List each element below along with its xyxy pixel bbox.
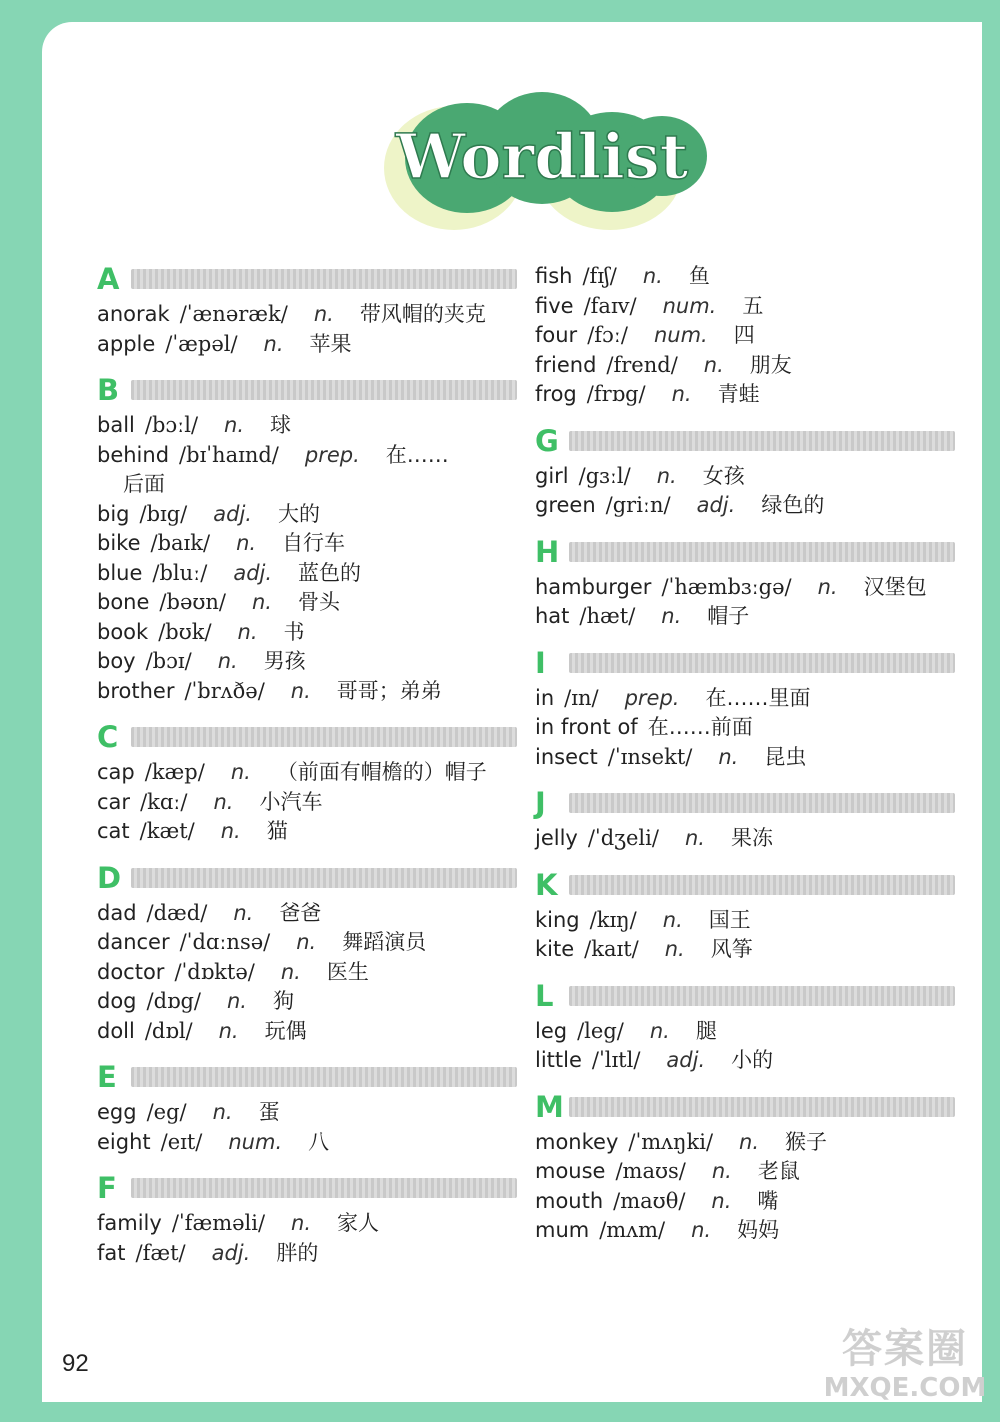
letter-heading <box>97 1060 517 1094</box>
entry-word: book <box>97 619 149 644</box>
section-divider-bar <box>569 1097 955 1117</box>
entry-phonetic: /fɔː/ <box>587 323 628 347</box>
entry-phonetic: /eɪt/ <box>160 1129 203 1154</box>
entry-phonetic: /hæt/ <box>579 604 636 628</box>
entry-word: king <box>535 907 580 932</box>
title-badge-graphic <box>342 60 742 240</box>
letter-heading <box>97 262 517 296</box>
entry-part-of-speech: n. <box>718 744 739 769</box>
word-entry <box>535 713 955 743</box>
entry-translation: 在……前面 <box>647 715 753 739</box>
entry-translation: 小的 <box>731 1048 774 1072</box>
word-entry <box>97 1209 517 1239</box>
entry-phonetic: /bluː/ <box>152 560 208 585</box>
entry-word: dad <box>97 900 137 925</box>
entry-word: big <box>97 501 130 526</box>
entry-word: little <box>535 1048 582 1072</box>
word-entry <box>97 441 517 500</box>
word-entry <box>97 559 517 589</box>
entry-phonetic: /maʊθ/ <box>613 1188 686 1213</box>
entry-part-of-speech: n. <box>233 900 254 925</box>
watermark <box>815 1325 995 1415</box>
entry-phonetic: /kæp/ <box>144 760 205 784</box>
entry-phonetic: /dɒg/ <box>146 989 201 1013</box>
entry-phonetic: /gɜːl/ <box>578 463 631 488</box>
section-divider-bar <box>569 542 955 562</box>
section-divider-bar <box>131 727 517 747</box>
entry-part-of-speech: n. <box>711 1159 732 1183</box>
letter-heading <box>535 535 955 569</box>
word-entry <box>97 647 517 677</box>
entry-phonetic: /faɪv/ <box>583 293 637 318</box>
entry-translation: 嘴 <box>757 1188 779 1213</box>
word-entry <box>535 743 955 773</box>
entry-translation: 青蛙 <box>717 382 760 406</box>
entry-translation: 小汽车 <box>259 789 323 814</box>
entry-part-of-speech: n. <box>227 989 247 1013</box>
entry-part-of-speech: adj. <box>696 493 736 517</box>
entry-word: kite <box>535 937 575 961</box>
word-entry <box>535 573 955 603</box>
entry-word: insect <box>535 744 598 769</box>
entry-translation: 蛋 <box>258 1100 280 1124</box>
word-entry <box>535 380 955 410</box>
word-entry <box>535 935 955 965</box>
entry-phonetic: /frɒg/ <box>586 382 646 406</box>
entry-part-of-speech: num. <box>662 293 717 318</box>
entry-word: bone <box>97 590 150 614</box>
letter-heading <box>535 979 955 1013</box>
entry-part-of-speech: adj. <box>211 1240 251 1265</box>
letter-heading <box>97 1171 517 1205</box>
wordlist-page <box>42 22 982 1402</box>
section-letter: C <box>97 720 119 754</box>
entry-part-of-speech: n. <box>213 789 234 814</box>
entry-translation: 狗 <box>273 989 294 1013</box>
entry-phonetic: /fæt/ <box>135 1240 186 1265</box>
section-letter: H <box>535 534 560 569</box>
entry-translation: 自行车 <box>282 531 346 555</box>
word-entry <box>535 602 955 632</box>
word-entry <box>535 906 955 936</box>
letter-section <box>97 373 517 706</box>
word-entry <box>535 262 955 292</box>
letter-heading <box>97 861 517 895</box>
entry-phonetic: /kɪŋ/ <box>589 907 637 932</box>
entry-part-of-speech: n. <box>237 619 258 644</box>
word-entry <box>97 330 517 360</box>
section-letter: E <box>97 1060 117 1094</box>
entry-word: five <box>535 293 574 318</box>
entry-translation: 昆虫 <box>764 744 807 769</box>
word-entry <box>97 928 517 958</box>
entry-word: frog <box>535 382 577 406</box>
section-letter: L <box>535 978 554 1013</box>
entry-phonetic: /ˈbrʌðə/ <box>184 678 265 703</box>
entry-translation: 爸爸 <box>279 900 322 925</box>
entry-phonetic: /fɪʃ/ <box>582 264 617 288</box>
entry-phonetic: /ˈhæmbɜːgə/ <box>661 574 792 599</box>
word-entry <box>535 824 955 854</box>
entry-word: cap <box>97 760 135 784</box>
entry-translation: 书 <box>283 619 305 644</box>
entry-phonetic: /frend/ <box>606 352 678 377</box>
letter-heading <box>97 373 517 407</box>
entry-part-of-speech: n. <box>290 678 311 703</box>
section-letter: A <box>97 262 120 296</box>
entry-word: in front of <box>535 715 638 739</box>
entry-phonetic: /ˈæpəl/ <box>165 331 238 356</box>
letter-section <box>97 1171 517 1268</box>
entry-translation: 四 <box>733 323 755 347</box>
entry-translation: 绿色的 <box>761 493 825 517</box>
word-entry <box>97 1239 517 1269</box>
letter-section <box>97 720 517 847</box>
entry-part-of-speech: n. <box>296 930 317 954</box>
entry-part-of-speech: adj. <box>233 560 273 585</box>
entry-translation: （前面有帽檐的）帽子 <box>276 760 487 784</box>
watermark-url: MXQE.COM <box>823 1373 987 1403</box>
entry-word: hamburger <box>535 574 652 599</box>
word-entry <box>535 1187 955 1217</box>
entry-part-of-speech: n. <box>291 1211 312 1235</box>
entry-translation: 带风帽的夹克 <box>359 302 486 326</box>
entry-phonetic: /kɑː/ <box>140 789 188 814</box>
section-letter: B <box>97 373 120 407</box>
entry-phonetic: /bɪˈhaɪnd/ <box>179 442 279 467</box>
word-entry <box>97 588 517 618</box>
entry-word: cat <box>97 819 130 843</box>
word-entry <box>97 411 517 441</box>
word-entry <box>535 462 955 492</box>
word-entry <box>535 292 955 322</box>
entry-translation: 哥哥；弟弟 <box>336 678 442 703</box>
entry-part-of-speech: n. <box>313 302 334 326</box>
entry-phonetic: /ˈdɒktə/ <box>174 959 255 984</box>
entry-translation: 女孩 <box>702 463 745 488</box>
section-divider-bar <box>131 380 517 400</box>
letter-section <box>535 979 955 1076</box>
entry-part-of-speech: n. <box>212 1100 233 1124</box>
word-entry <box>97 529 517 559</box>
letter-section <box>97 861 517 1047</box>
watermark-logo: 答案圈 <box>842 1326 968 1372</box>
entry-part-of-speech: n. <box>671 382 692 406</box>
entry-translation: 老鼠 <box>757 1159 800 1183</box>
section-divider-bar <box>131 269 517 289</box>
entry-word: apple <box>97 331 156 356</box>
word-entry <box>97 817 517 847</box>
entry-translation: 腿 <box>695 1018 717 1043</box>
word-entry <box>97 758 517 788</box>
entry-part-of-speech: n. <box>649 1018 670 1043</box>
entry-word: doctor <box>97 959 165 984</box>
letter-section <box>535 786 955 854</box>
letter-section <box>97 262 517 359</box>
entry-translation: 帽子 <box>707 604 750 628</box>
entry-translation: 朋友 <box>749 352 792 377</box>
entry-part-of-speech: n. <box>739 1129 760 1154</box>
entry-part-of-speech: n. <box>711 1188 732 1213</box>
section-divider-bar <box>569 431 955 451</box>
section-letter: M <box>535 1089 564 1124</box>
word-entry <box>535 491 955 521</box>
entry-translation: 国王 <box>708 907 751 932</box>
word-entry <box>97 618 517 648</box>
section-divider-bar <box>131 1178 517 1198</box>
entry-word: behind <box>97 442 170 467</box>
letter-section <box>97 1060 517 1157</box>
entry-part-of-speech: n. <box>217 649 238 673</box>
letter-section <box>535 868 955 965</box>
entry-translation: 骨头 <box>298 590 340 614</box>
entry-phonetic: /dɒl/ <box>144 1018 193 1043</box>
entry-translation: 家人 <box>337 1211 380 1235</box>
entry-word: fat <box>97 1240 126 1265</box>
entry-word: egg <box>97 1100 137 1124</box>
entry-word: four <box>535 323 578 347</box>
entry-translation: 妈妈 <box>737 1218 780 1242</box>
entry-phonetic: /bʊk/ <box>158 619 212 644</box>
entry-part-of-speech: adj. <box>666 1048 706 1072</box>
section-letter: I <box>535 645 546 680</box>
section-letter: D <box>97 860 122 895</box>
entry-translation: 汉堡包 <box>863 574 927 599</box>
letter-heading <box>535 646 955 680</box>
page-title: Wordlist <box>395 120 689 193</box>
entry-word: boy <box>97 649 136 673</box>
letter-section <box>535 646 955 773</box>
entry-part-of-speech: n. <box>252 590 272 614</box>
entry-translation: 果冻 <box>730 826 773 850</box>
entry-part-of-speech: n. <box>656 463 677 488</box>
entry-translation-continued: 后面 <box>123 472 165 496</box>
entry-part-of-speech: n. <box>642 264 663 288</box>
letter-heading <box>535 868 955 902</box>
entry-phonetic: /bɔɪ/ <box>145 649 192 673</box>
entry-part-of-speech: num. <box>228 1129 283 1154</box>
entry-word: monkey <box>535 1129 619 1154</box>
entry-part-of-speech: n. <box>691 1218 712 1242</box>
letter-heading <box>535 786 955 820</box>
entry-word: ball <box>97 413 135 437</box>
letter-section <box>535 1090 955 1246</box>
entry-phonetic: /leg/ <box>577 1018 624 1043</box>
entry-translation: 八 <box>308 1129 330 1154</box>
entry-phonetic: /mʌm/ <box>599 1218 666 1242</box>
section-divider-bar <box>569 875 955 895</box>
entry-word: jelly <box>535 826 578 850</box>
entry-word: brother <box>97 678 175 703</box>
entry-word: dog <box>97 989 137 1013</box>
entry-word: mouse <box>535 1159 606 1183</box>
left-column <box>97 262 517 1282</box>
section-divider-bar <box>131 868 517 888</box>
entry-part-of-speech: adj. <box>213 501 252 526</box>
section-divider-bar <box>569 653 955 673</box>
entry-phonetic: /ˈmʌŋki/ <box>628 1129 714 1154</box>
entry-translation: 球 <box>270 413 292 437</box>
letter-section <box>535 262 955 410</box>
word-entry <box>97 1017 517 1047</box>
word-entry <box>535 684 955 714</box>
word-entry <box>97 788 517 818</box>
entry-part-of-speech: n. <box>220 819 241 843</box>
word-entry <box>97 300 517 330</box>
entry-phonetic: /bəʊn/ <box>159 590 226 614</box>
letter-section <box>535 424 955 521</box>
entry-phonetic: /ˈdʒeli/ <box>587 826 659 850</box>
entry-translation: 猫 <box>266 819 288 843</box>
page-number: 92 <box>62 1350 89 1377</box>
entry-translation: 猴子 <box>785 1129 828 1154</box>
entry-part-of-speech: prep. <box>304 442 360 467</box>
entry-translation: 五 <box>742 293 764 318</box>
title-badge <box>342 60 742 240</box>
entry-part-of-speech: prep. <box>624 685 680 710</box>
entry-phonetic: /ˈlɪtl/ <box>591 1048 641 1072</box>
entry-word: blue <box>97 560 143 585</box>
entry-word: mouth <box>535 1188 604 1213</box>
word-entry <box>535 1017 955 1047</box>
entry-part-of-speech: n. <box>218 1018 239 1043</box>
entry-part-of-speech: num. <box>653 323 708 347</box>
entry-word: car <box>97 789 131 814</box>
entry-translation: 苹果 <box>309 331 352 356</box>
entry-translation: 医生 <box>326 959 369 984</box>
letter-heading <box>535 1090 955 1124</box>
word-entry <box>535 1216 955 1246</box>
entry-phonetic: /ˈdɑːnsə/ <box>179 930 271 954</box>
entry-phonetic: /griːn/ <box>605 493 671 517</box>
word-entry <box>535 1128 955 1158</box>
entry-part-of-speech: n. <box>817 574 838 599</box>
entry-phonetic: /ˈænəræk/ <box>179 302 288 326</box>
entry-word: friend <box>535 352 597 377</box>
entry-part-of-speech: n. <box>224 413 245 437</box>
section-letter: G <box>535 423 559 458</box>
word-entry <box>535 321 955 351</box>
section-letter: K <box>535 867 558 902</box>
entry-translation: 男孩 <box>263 649 306 673</box>
word-entry <box>97 677 517 707</box>
word-entry <box>97 958 517 988</box>
entry-part-of-speech: n. <box>684 826 705 850</box>
entry-phonetic: /dæd/ <box>146 900 208 925</box>
entry-phonetic: /maʊs/ <box>615 1159 686 1183</box>
entry-word: mum <box>535 1218 590 1242</box>
entry-phonetic: /bɪg/ <box>139 501 188 526</box>
entry-word: girl <box>535 463 569 488</box>
entry-translation: 在…… <box>385 442 449 467</box>
entry-part-of-speech: n. <box>662 907 683 932</box>
entry-part-of-speech: n. <box>280 959 301 984</box>
entry-phonetic: /ˈɪnsekt/ <box>607 744 693 769</box>
entry-phonetic: /baɪk/ <box>150 531 211 555</box>
entry-translation: 风筝 <box>710 937 753 961</box>
entry-translation: 玩偶 <box>264 1018 307 1043</box>
entry-word: green <box>535 493 596 517</box>
right-column <box>535 262 955 1260</box>
section-letter: F <box>97 1171 117 1205</box>
word-entry <box>535 1046 955 1076</box>
entry-part-of-speech: n. <box>703 352 724 377</box>
entry-translation: 胖的 <box>276 1240 319 1265</box>
entry-phonetic: /ɪn/ <box>564 685 599 710</box>
letter-heading <box>97 720 517 754</box>
entry-word: leg <box>535 1018 568 1043</box>
entry-word: eight <box>97 1129 151 1154</box>
entry-word: fish <box>535 264 573 288</box>
word-entry <box>97 1098 517 1128</box>
entry-translation: 蓝色的 <box>298 560 362 585</box>
entry-phonetic: /kæt/ <box>139 819 195 843</box>
section-divider-bar <box>569 986 955 1006</box>
word-entry <box>97 1128 517 1158</box>
letter-heading <box>535 424 955 458</box>
word-entry <box>97 899 517 929</box>
entry-phonetic: /eg/ <box>146 1100 187 1124</box>
entry-translation: 舞蹈演员 <box>342 930 427 954</box>
word-entry <box>97 987 517 1017</box>
entry-part-of-speech: n. <box>263 331 284 356</box>
entry-phonetic: /bɔːl/ <box>144 413 199 437</box>
entry-word: bike <box>97 531 141 555</box>
entry-word: hat <box>535 604 570 628</box>
word-entry <box>535 351 955 381</box>
entry-part-of-speech: n. <box>661 604 682 628</box>
entry-phonetic: /kaɪt/ <box>584 937 639 961</box>
section-divider-bar <box>569 793 955 813</box>
entry-part-of-speech: n. <box>230 760 251 784</box>
entry-part-of-speech: n. <box>236 531 257 555</box>
section-divider-bar <box>131 1067 517 1087</box>
entry-word: dancer <box>97 930 170 954</box>
entry-word: doll <box>97 1018 135 1043</box>
letter-section <box>535 535 955 632</box>
section-letter: J <box>535 786 546 820</box>
entry-word: family <box>97 1211 162 1235</box>
word-entry <box>97 500 517 530</box>
entry-part-of-speech: n. <box>664 937 685 961</box>
entry-phonetic: /ˈfæməli/ <box>171 1211 266 1235</box>
entry-translation: 在……里面 <box>705 685 811 710</box>
entry-word: in <box>535 685 555 710</box>
word-entry <box>535 1157 955 1187</box>
entry-translation: 鱼 <box>688 264 710 288</box>
entry-word: anorak <box>97 302 170 326</box>
entry-translation: 大的 <box>277 501 320 526</box>
